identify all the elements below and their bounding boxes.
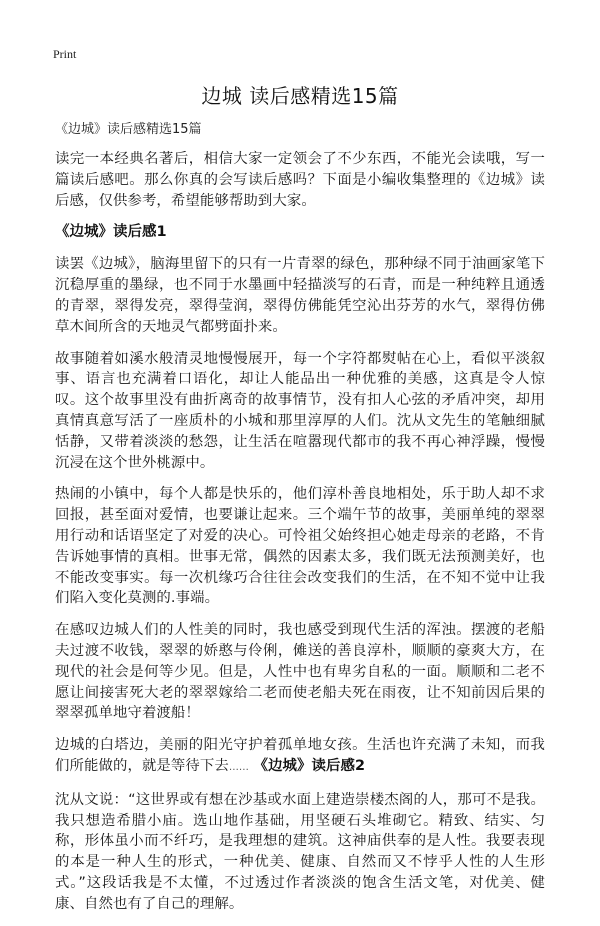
section-1-paragraph-1: 读罢《边城》，脑海里留下的只有一片青翠的绿色，那种绿不同于油画家笔下沉稳厚重的墨绿，也不同于水墨画中轻描淡写的石青，而是一种纯粹且通透的青翠，翠得发亮，翠得莹润，翠得仿佛能凭空沁出芬芳的水气，翠得仿佛草木间所含的天地灵气都劈面扑来。 (55, 256, 545, 335)
section-1-closing-paragraph (55, 735, 545, 779)
section-1-paragraph-3: 热闹的小镇中，每个人都是快乐的，他们淳朴善良地相处，乐于助人却不求回报，甚至面对爱情，也要谦让起来。三个端午节的故事，美丽单纯的翠翠用行动和话语坚定了对爱的决心。可怜祖父始终担心她走母亲的老路，不肯告诉她事情的真相。世事无常，偶然的因素太多，我们既无法预测美好，也不能改变事实。每一次机缘巧合往往会改变我们的生活，在不知不觉中让我们陷入变化莫测的.事端。 (55, 486, 545, 607)
document-body (55, 149, 545, 926)
section-heading-2: 《边城》读后感2 (253, 757, 366, 774)
page-title: 边城 读后感精选15篇 (201, 84, 399, 108)
section-1-paragraph-4: 在感叹边城人们的人性美的同时，我也感受到现代生活的浑浊。摆渡的老船夫过渡不收钱，翠翠的娇憨与伶俐，傩送的善良淳朴，顺顺的豪爽大方，在现代的社会是何等少见。但是，人性中也有卑劣自私的一面。顺顺和二老不愿让间接害死大老的翠翠嫁给二老而使老船夫死在雨夜，让不知前因后果的翠翠孤单地守着渡船！ (55, 622, 545, 722)
section-1-paragraph-2: 故事随着如溪水般清灵地慢慢展开，每一个字符都熨帖在心上，看似平淡叙事、语言也充满着口语化，却让人能品出一种优雅的美感，这真是令人惊叹。这个故事里没有曲折离奇的故事情节，没有扣人心弦的矛盾冲突，却用真情真意写活了一座质朴的小城和那里淳厚的人们。沈从文先生的笔触细腻恬静，又带着淡淡的愁怨，让生活在喧嚣现代都市的我不再心神浮躁，慢慢沉浸在这个世外桃源中。 (55, 350, 545, 471)
section-2-paragraph-1: 沈从文说：“这世界或有想在沙基或水面上建造崇楼杰阁的人，那可不是我。我只想造希腊小庙。选山地作基础，用坚硬石头堆砌它。精致、结实、匀称，形体虽小而不纤巧，是我理想的建筑。这神庙供奉的是人性。我要表现的本是一种人生的形式，一种优美、健康、自然而又不悖乎人性的人生形式。”这段话我是不太懂，不过透过作者淡淡的饱含生活文笔，对优美、健康、自然也有了自己的理解。 (55, 791, 545, 912)
intro-paragraph: 读完一本经典名著后，相信大家一定领会了不少东西，不能光会读哦，写一篇读后感吧。那么你真的会写读后感吗？下面是小编收集整理的《边城》读后感，仅供参考，希望能够帮助到大家。 (55, 151, 545, 209)
document-subtitle: 《边城》读后感精选15篇 (55, 122, 202, 137)
print-link[interactable]: Print (53, 47, 77, 61)
closing-text: 边城的白塔边，美丽的阳光守护着孤单地女孩。生活也许充满了未知，而我们所能做的，就是等待下去 (55, 737, 545, 774)
section-heading-1: 《边城》读后感1 (55, 224, 167, 241)
ellipsis: …… (228, 761, 249, 773)
